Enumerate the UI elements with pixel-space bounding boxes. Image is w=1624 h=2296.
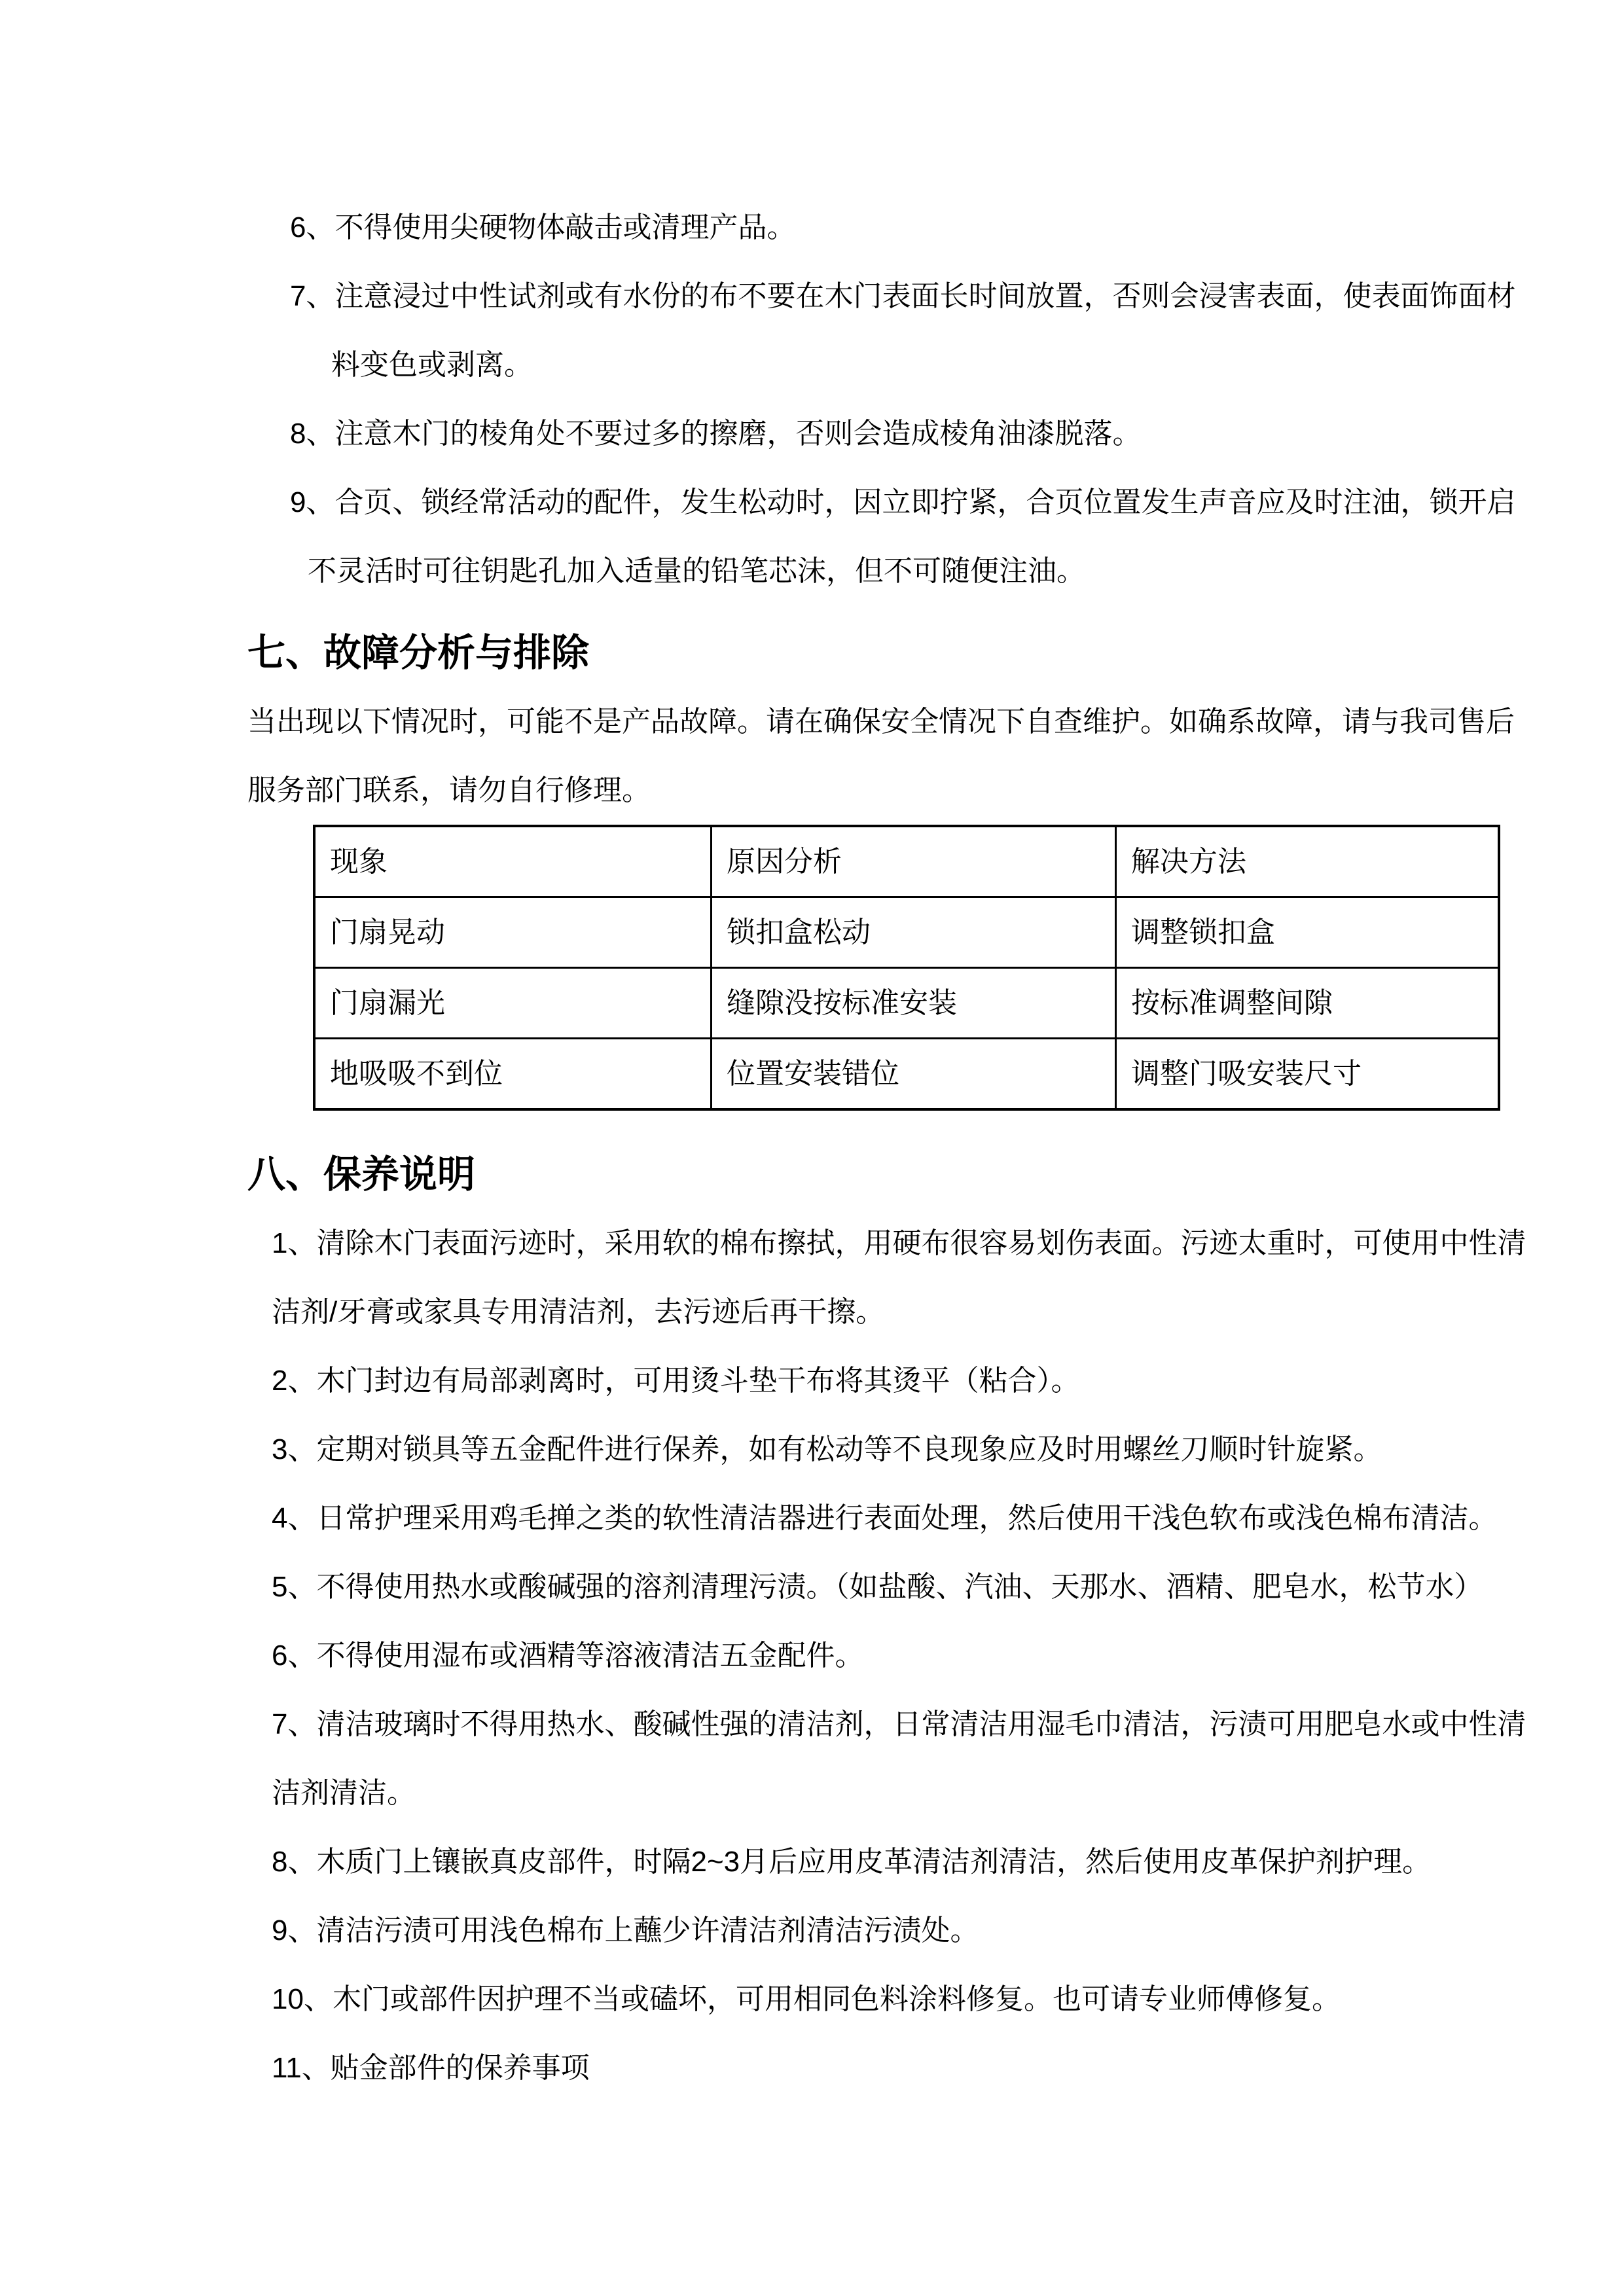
section-heading-fault: 七、故障分析与排除 <box>247 632 590 674</box>
table-cell: 地吸吸不到位 <box>314 1039 712 1110</box>
item-line <box>272 1209 1559 1278</box>
table-cell: 位置安装错位 <box>712 1039 1116 1110</box>
item-number: 2、 <box>272 1365 317 1397</box>
item-number: 5、 <box>272 1571 317 1603</box>
list-item <box>272 1965 1559 2034</box>
item-text: 定期对锁具等五金配件进行保养，如有松动等不良现象应及时用螺丝刀顺时针旋紧。 <box>316 1433 1382 1465</box>
table-cell: 门扇漏光 <box>314 968 712 1039</box>
item-line <box>272 1552 1559 1621</box>
top-list <box>98 193 1559 605</box>
list-item <box>290 468 1559 605</box>
item-number: 7、 <box>290 280 335 312</box>
item-text: 合页、锁经常活动的配件，发生松动时，因立即拧紧，合页位置发生声音应及时注油，锁开启 <box>334 486 1516 518</box>
item-line <box>272 1896 1559 1965</box>
item-line: 料变色或剥离。 <box>331 349 533 381</box>
item-line <box>290 262 1559 331</box>
list-item <box>272 1621 1559 1690</box>
item-number: 4、 <box>272 1502 317 1534</box>
list-item <box>272 1415 1559 1484</box>
item-line <box>272 1621 1559 1690</box>
item-text: 日常护理采用鸡毛掸之类的软性清洁器进行表面处理，然后使用干浅色软布或浅色棉布清洁。 <box>316 1502 1498 1534</box>
item-line <box>272 2034 1559 2102</box>
list-item <box>272 1896 1559 1965</box>
item-number: 1、 <box>272 1227 317 1259</box>
table-header-cell: 现象 <box>314 826 712 897</box>
list-item <box>272 2034 1559 2102</box>
fault-table <box>313 825 1500 1111</box>
list-item <box>272 1690 1559 1827</box>
item-text: 木门封边有局部剥离时，可用烫斗垫干布将其烫平（粘合）。 <box>316 1365 1080 1397</box>
table-row <box>314 968 1499 1039</box>
item-text: 清洁玻璃时不得用热水、酸碱性强的清洁剂，日常清洁用湿毛巾清洁，污渍可用肥皂水或中性清 <box>316 1708 1526 1740</box>
item-line <box>272 1415 1559 1484</box>
item-number: 11、 <box>272 2052 331 2084</box>
list-item <box>272 1552 1559 1621</box>
item-number: 6、 <box>290 211 335 243</box>
item-text: 不得使用热水或酸碱强的溶剂清理污渍。（如盐酸、汽油、天那水、酒精、肥皂水，松节水） <box>316 1571 1483 1603</box>
intro-line: 当出现以下情况时，可能不是产品故障。请在确保安全情况下自查维护。如确系故障，请与我司售后 <box>247 706 1515 738</box>
list-item <box>290 399 1559 468</box>
item-number: 9、 <box>272 1914 317 1946</box>
table-cell: 按标准调整间隙 <box>1116 968 1500 1039</box>
list-item <box>272 1346 1559 1415</box>
item-number: 7、 <box>272 1708 317 1740</box>
list-item <box>272 1484 1559 1552</box>
item-text: 清除木门表面污迹时，采用软的棉布擦拭，用硬布很容易划伤表面。污迹太重时，可使用中性清 <box>316 1227 1526 1259</box>
item-text: 注意浸过中性试剂或有水份的布不要在木门表面长时间放置，否则会浸害表面，使表面饰面材 <box>334 280 1516 312</box>
item-text: 木门或部件因护理不当或磕坏，可用相同色料涂料修复。也可请专业师傅修复。 <box>332 1983 1341 2015</box>
table-cell: 缝隙没按标准安装 <box>712 968 1116 1039</box>
item-number: 8、 <box>272 1846 317 1878</box>
item-line <box>272 1690 1559 1759</box>
item-text: 贴金部件的保养事项 <box>330 2052 590 2084</box>
table-cell: 锁扣盒松动 <box>712 897 1116 968</box>
table-cell: 调整锁扣盒 <box>1116 897 1500 968</box>
section-heading-care: 八、保养说明 <box>247 1153 476 1196</box>
table-row <box>314 897 1499 968</box>
intro-paragraph <box>247 687 1559 825</box>
item-line <box>272 1484 1559 1552</box>
item-number: 9、 <box>290 486 335 518</box>
item-text: 不得使用尖硬物体敲击或清理产品。 <box>334 211 796 243</box>
table-cell: 门扇晃动 <box>314 897 712 968</box>
list-item <box>272 1827 1559 1896</box>
table-row <box>314 1039 1499 1110</box>
item-line <box>290 399 1559 468</box>
list-item <box>290 262 1559 399</box>
item-line <box>290 468 1559 537</box>
item-text: 不得使用湿布或酒精等溶液清洁五金配件。 <box>316 1640 864 1672</box>
item-text: 清洁污渍可用浅色棉布上蘸少许清洁剂清洁污渍处。 <box>316 1914 979 1946</box>
table-header-row <box>314 826 1499 897</box>
item-line <box>272 1346 1559 1415</box>
list-item <box>272 1209 1559 1346</box>
item-line: 洁剂清洁。 <box>272 1777 416 1809</box>
list-item <box>290 193 1559 262</box>
item-line <box>272 1965 1559 2034</box>
item-text: 木质门上镶嵌真皮部件，时隔2~3月后应用皮革清洁剂清洁，然后使用皮革保护剂护理。 <box>316 1846 1432 1878</box>
table-cell: 调整门吸安装尺寸 <box>1116 1039 1500 1110</box>
table-header-cell: 解决方法 <box>1116 826 1500 897</box>
item-line: 不灵活时可往钥匙孔加入适量的铅笔芯沫，但不可随便注油。 <box>308 555 1085 587</box>
item-number: 3、 <box>272 1433 317 1465</box>
item-number: 10、 <box>272 1983 333 2015</box>
care-list <box>98 1209 1559 2102</box>
item-line <box>272 1827 1559 1896</box>
item-number: 6、 <box>272 1640 317 1672</box>
table-header-cell: 原因分析 <box>712 826 1116 897</box>
item-line <box>290 193 1559 262</box>
item-number: 8、 <box>290 418 335 450</box>
item-line: 洁剂/牙膏或家具专用清洁剂，去污迹后再干擦。 <box>272 1296 885 1328</box>
item-text: 注意木门的棱角处不要过多的擦磨，否则会造成棱角油漆脱落。 <box>334 418 1142 450</box>
intro-line: 服务部门联系，请勿自行修理。 <box>247 774 651 806</box>
